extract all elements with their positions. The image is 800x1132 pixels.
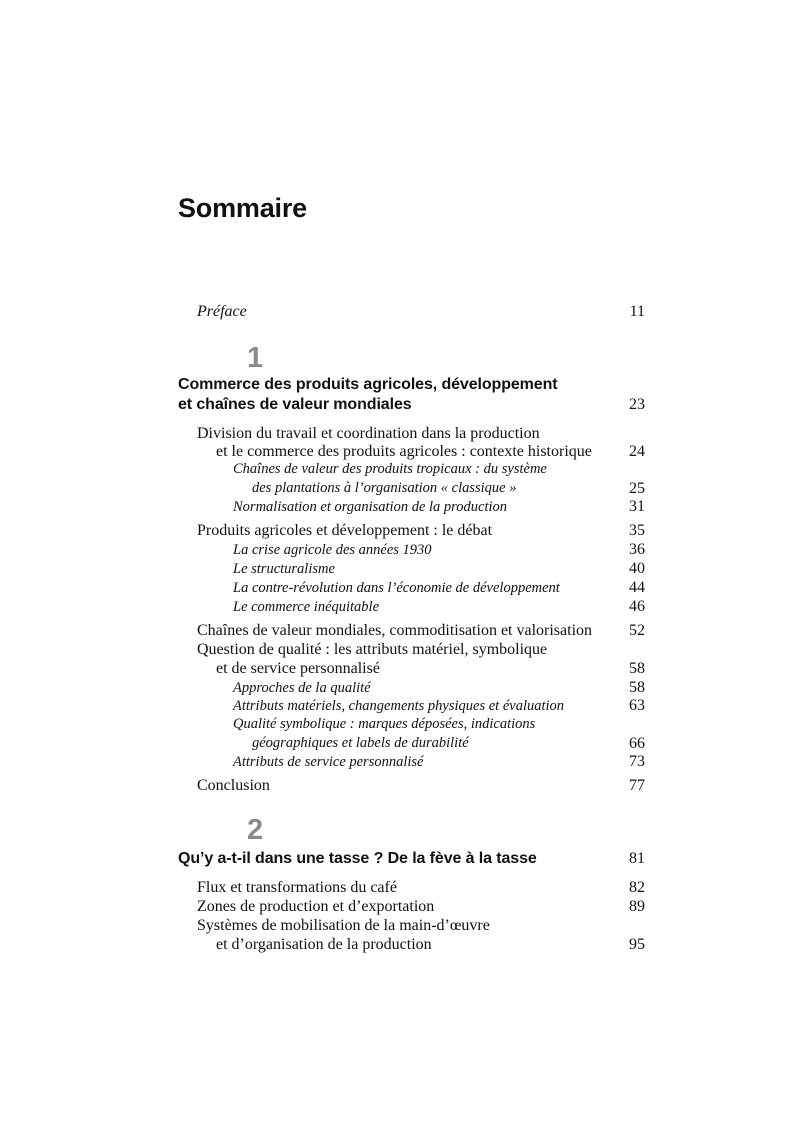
toc-page: 95 xyxy=(629,936,645,953)
toc-subsection: La crise agricole des années 1930 xyxy=(233,542,432,558)
toc-page: 44 xyxy=(629,579,645,596)
toc-page: 89 xyxy=(629,898,645,915)
toc-page: 58 xyxy=(629,679,645,696)
toc-subsection: géographiques et labels de durabilité xyxy=(252,735,469,751)
toc-section: et le commerce des produits agricoles : contexte historique xyxy=(216,443,592,460)
toc-section: Chaînes de valeur mondiales, commoditisation et valorisation xyxy=(197,622,593,639)
toc-page: 66 xyxy=(629,735,645,752)
toc-section: Produits agricoles et développement : le débat xyxy=(197,522,493,539)
toc-subsection: Chaînes de valeur des produits tropicaux : du système xyxy=(233,461,547,477)
toc-page: 24 xyxy=(629,443,645,460)
chapter-page: 81 xyxy=(629,850,645,867)
toc-subsection: Attributs de service personnalisé xyxy=(233,754,424,770)
chapter-title: Commerce des produits agricoles, développement xyxy=(178,376,558,393)
toc-page: 77 xyxy=(629,777,645,794)
toc-section: et de service personnalisé xyxy=(216,660,380,677)
toc-page: 46 xyxy=(629,598,645,615)
toc-subsection: La contre-révolution dans l’économie de développement xyxy=(233,580,560,596)
chapter-number: 1 xyxy=(247,342,264,374)
toc-page: 73 xyxy=(629,753,645,770)
toc-subsection: Qualité symbolique : marques déposées, indications xyxy=(233,716,536,732)
chapter-number: 2 xyxy=(247,814,264,846)
preface-entry: Préface xyxy=(197,303,247,320)
toc-subsection: Le structuralisme xyxy=(233,561,335,577)
toc-section: Zones de production et d’exportation xyxy=(197,898,435,915)
toc-page: 40 xyxy=(629,560,645,577)
page-title: Sommaire xyxy=(178,193,307,223)
toc-page: 25 xyxy=(629,480,645,497)
toc-page: 35 xyxy=(629,522,645,539)
chapter-title: Qu’y a-t-il dans une tasse ? De la fève à la tasse xyxy=(178,850,537,867)
toc-page: 58 xyxy=(629,660,645,677)
toc-subsection: des plantations à l’organisation « classique » xyxy=(252,480,517,496)
chapter-title: et chaînes de valeur mondiales xyxy=(178,396,412,413)
toc-section: Question de qualité : les attributs matériel, symbolique xyxy=(197,641,548,658)
toc-page: 63 xyxy=(629,697,645,714)
chapter-page: 23 xyxy=(629,396,645,413)
preface-page: 11 xyxy=(629,303,645,320)
toc-subsection: Normalisation et organisation de la production xyxy=(233,499,508,515)
toc-section: Flux et transformations du café xyxy=(197,879,397,896)
toc-subsection: Approches de la qualité xyxy=(233,680,371,696)
toc-page: 31 xyxy=(629,498,645,515)
toc-section: Division du travail et coordination dans la production xyxy=(197,425,540,442)
toc-subsection: Le commerce inéquitable xyxy=(233,599,380,615)
toc-section: et d’organisation de la production xyxy=(216,936,432,953)
toc-page: 52 xyxy=(629,622,645,639)
toc-page: 82 xyxy=(629,879,645,896)
toc-section: Conclusion xyxy=(197,777,270,794)
toc-page: 36 xyxy=(629,541,645,558)
toc-section: Systèmes de mobilisation de la main-d’œuvre xyxy=(197,917,490,934)
toc-subsection: Attributs matériels, changements physiques et évaluation xyxy=(233,698,565,714)
